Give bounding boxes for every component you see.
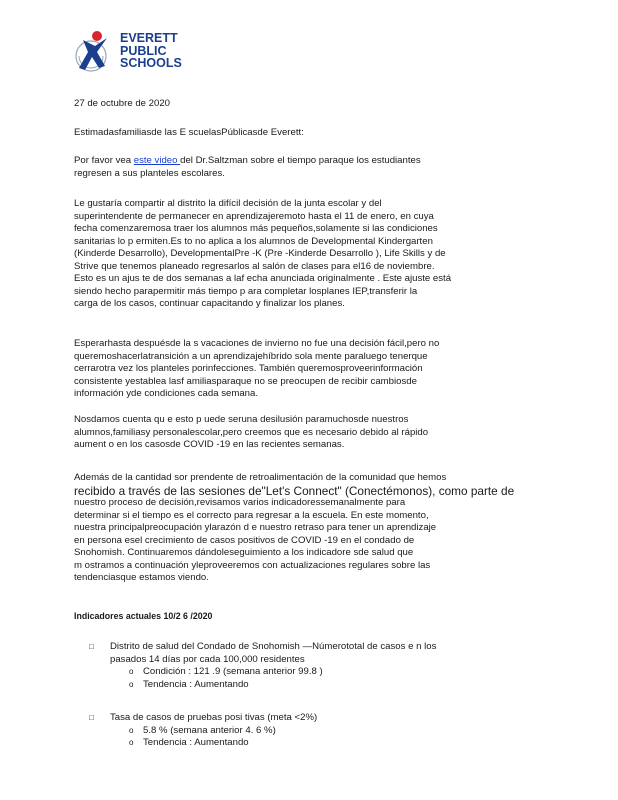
paragraph-line: Nosdamos cuenta qu e esto p uede seruna desilusión paramuchosde nuestros [74,414,409,425]
paragraph-line: (Kinderde Desarrollo), DevelopmentalPre -K (Pre -Kinderde Desarrollo ), Life Skills y de [74,248,446,259]
circle-bullet-icon: o [129,725,134,735]
paragraph-line: consistente yestablea lasf amiliasparaque no se preocupen de recibir cambiosde [74,375,417,387]
paragraph-line: información yde condiciones cada semana. [74,388,258,399]
indicator-sub-item: o Tendencia : Aumentando [129,678,249,690]
paragraph-feedback [74,472,532,585]
paragraph-video-line-2: regresen a sus planteles escolares. [74,167,225,179]
paragraph-line: Además de la cantidad sor prendente de retroalimentación de la comunidad que hemos [74,472,447,483]
logo-line-1: EVERETT [120,31,178,45]
indicator-sub-item: o Condición : 121 .9 (semana anterior 99.8 ) [129,666,323,677]
paragraph-winter-break [74,338,532,401]
paragraph-line: m ostramos a continuación yleproveeremos con actualizaciones regulares sobre las [74,559,431,571]
paragraph-line: Snohomish. Continuaremos dándoleseguimiento a los indicadore sde salud que [74,547,414,558]
indicator-sub-item: o 5.8 % (semana anterior 4. 6 %) [129,724,276,736]
paragraph-decision [74,198,532,311]
paragraph-line: carga de los casos, continuar capacitando y finalizar los planes. [74,298,345,309]
paragraph-line: siendo hecho parapermitir más tiempo p ara completar losplanes IEP,transferir la [74,285,418,297]
paragraph-line: Esperarhasta despuésde la s vacaciones de invierno no fue una decisión fácil,pero no [74,338,440,349]
circle-bullet-icon: o [129,667,134,676]
paragraph-line: queremoshacerlatransición a un aprendizajehíbrido sola mente paraluego tenerque [74,350,428,362]
paragraph-line: alumnos,familiasy personalescolar,pero creemos que es necesario debido al rápido [74,426,429,438]
paragraph-line-large: recibido a través de las sesiones de"Let's Connect" (Conectémonos), como parte de [74,483,515,498]
indicator-line-1: Distrito de salud del Condado de Snohomish —Númerototal de casos e n los [110,641,437,652]
paragraph-video-line-1: Por favor vea este video del Dr.Saltzman sobre el tiempo paraque los estudiantes [74,155,421,166]
circle-bullet-icon: o [129,738,134,747]
paragraph-line: fecha comenzaremosa traer los alumnos más pequeños,solamente si las condiciones [74,223,438,234]
video-link[interactable]: este video [133,155,181,166]
paragraph-line: Esto es un ajus te de dos semanas a laf echa anunciada originalmente . Este ajuste está [74,273,452,284]
paragraph-line: superintendente de permanecer en aprendizajeremoto hasta el 11 de enero, en cuya [74,210,434,222]
paragraph-line: nuestra principalpreocupación ylarazón d e nuestro retraso para tener un aprendizaje [74,522,437,533]
paragraph-line: Le gustaría compartir al distrito la difícil decisión de la junta escolar y del [74,198,382,209]
paragraph-line: aument o en los casosde COVID -19 en las recientes semanas. [74,439,345,450]
letter-date: 27 de octubre de 2020 [74,98,171,109]
paragraph-line: determinar si el tiempo es el correcto para regresar a la escuela. En este momento, [74,509,429,521]
student-figure-icon [75,30,119,82]
checkbox-bullet-icon: □ [89,713,94,722]
paragraph-line: cerrarotra vez los planteles porinfecciones. También queremosproveerinformación [74,363,423,374]
logo-line-3: SCHOOLS [120,56,182,70]
indicator-line-2: pasados 14 días por cada 100,000 residentes [110,653,305,665]
paragraph-line: Strive que tenemos planeado regresarlos al salón de clases para el16 de noviembre. [74,260,435,272]
indicator-sub-item: o Tendencia : Aumentando [129,737,249,748]
indicator-item [89,641,436,691]
paragraph-line: tendenciasque estamos viendo. [74,572,209,583]
paragraph-line: sanitarias lo p ermiten.Es to no aplica a los alumnos de Developmental Kindergarten [74,235,433,247]
indicator-line-1: Tasa de casos de pruebas posi tivas (meta <2%) [110,712,318,723]
paragraph-disappointment [74,414,532,452]
checkbox-bullet-icon: □ [89,642,94,651]
letter-greeting: Estimadasfamiliasde las E scuelasPúblicasde Everett: [74,127,304,138]
paragraph-video [74,155,532,180]
circle-bullet-icon: o [129,679,134,689]
logo-line-2: PUBLIC [120,43,167,58]
district-logo [75,28,200,84]
indicators-heading: Indicadores actuales 10/2 6 /2020 [74,611,213,621]
indicator-item [89,712,317,750]
paragraph-line: nuestro proceso de decisión,revisamos varios indicadoressemanalmente para [74,497,406,508]
paragraph-line: en persona esel crecimiento de casos positivos de COVID -19 en el condado de [74,534,415,546]
